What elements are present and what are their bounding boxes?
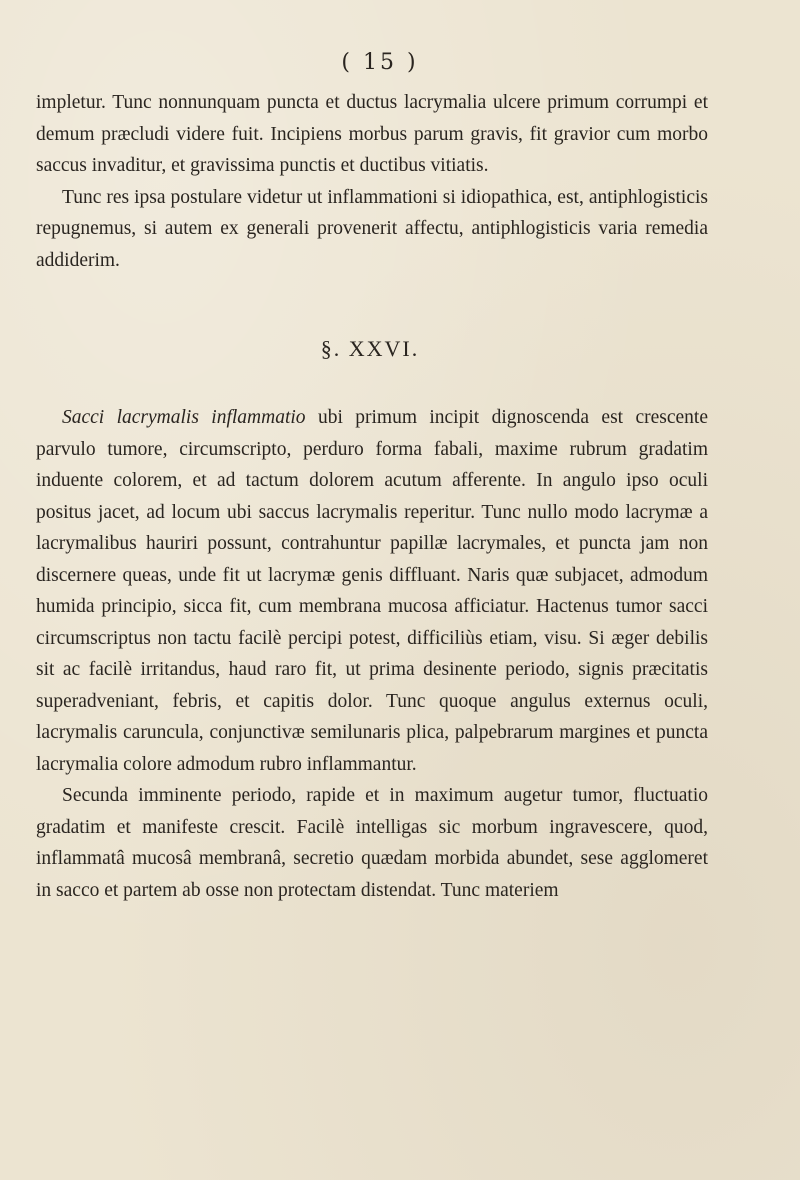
paragraph-continuation: impletur. Tunc nonnunquam puncta et ductus lacrymalia ulcere primum corrumpi et demum præcludi videre fuit. Incipiens morbus parum gravis, fit gravior cum morbo saccus invaditur, et gravissima punctis et ductibus vitiatis. bbox=[36, 92, 708, 176]
paragraph-inflammation-body: ubi primum incipit dignoscenda est crescente parvulo tumore, circumscripto, perduro forma fabali, maxime rubrum gradatim induente colorem, et ad tactum dolorem acutum afferente. In angulo ipso oculi positus jacet, ad locum ubi saccus lacrymalis reperitur. Tunc nullo modo lacrymæ a lacrymalibus hauriri possunt, contrahuntur papillæ lacrymales, et puncta jam non discernere queas, unde fit ut lacrymæ genis diffluant. Naris quæ subjacet, admodum humida principio, sicca fit, cum membrana mucosa afficiatur. Hactenus tumor sacci circumscriptus non tactu facilè percipi potest, difficiliùs etiam, visu. Si æger debilis sit ac facilè irritandus, haud raro fit, ut prima desinente periodo, signis præcitatis superadveniant, febris, et capitis dolor. Tunc quoque angulus externus oculi, lacrymalis caruncula, conjunctivæ semilunaris plica, palpebrarum margines et puncta lacrymalia colore admodum rubro inflammantur. bbox=[36, 407, 708, 775]
italic-term: Sacci lacrymalis inflammatio bbox=[62, 407, 306, 428]
page-number: ( 15 ) bbox=[341, 50, 419, 75]
top-text-block bbox=[36, 87, 708, 276]
section-text-block bbox=[36, 402, 708, 906]
paragraph-second-period: Secunda imminente periodo, rapide et in maximum augetur tumor, fluctuatio gradatim et manifeste crescit. Facilè intelligas sic morbum ingravescere, quod, inflammatâ mucosâ membranâ, secretio quædam morbida abundet, sese agglomeret in sacco et partem ab osse non protectam distendat. Tunc materiem bbox=[36, 785, 708, 901]
paragraph-treatment: Tunc res ipsa postulare videtur ut inflammationi si idiopathica, est, antiphlogisticis repugnemus, si autem ex generali provenerit affectu, antiphlogisticis varia remedia addiderim. bbox=[36, 186, 708, 271]
paragraph-inflammation bbox=[36, 402, 708, 780]
section-heading: §. XXVI. bbox=[320, 336, 420, 361]
